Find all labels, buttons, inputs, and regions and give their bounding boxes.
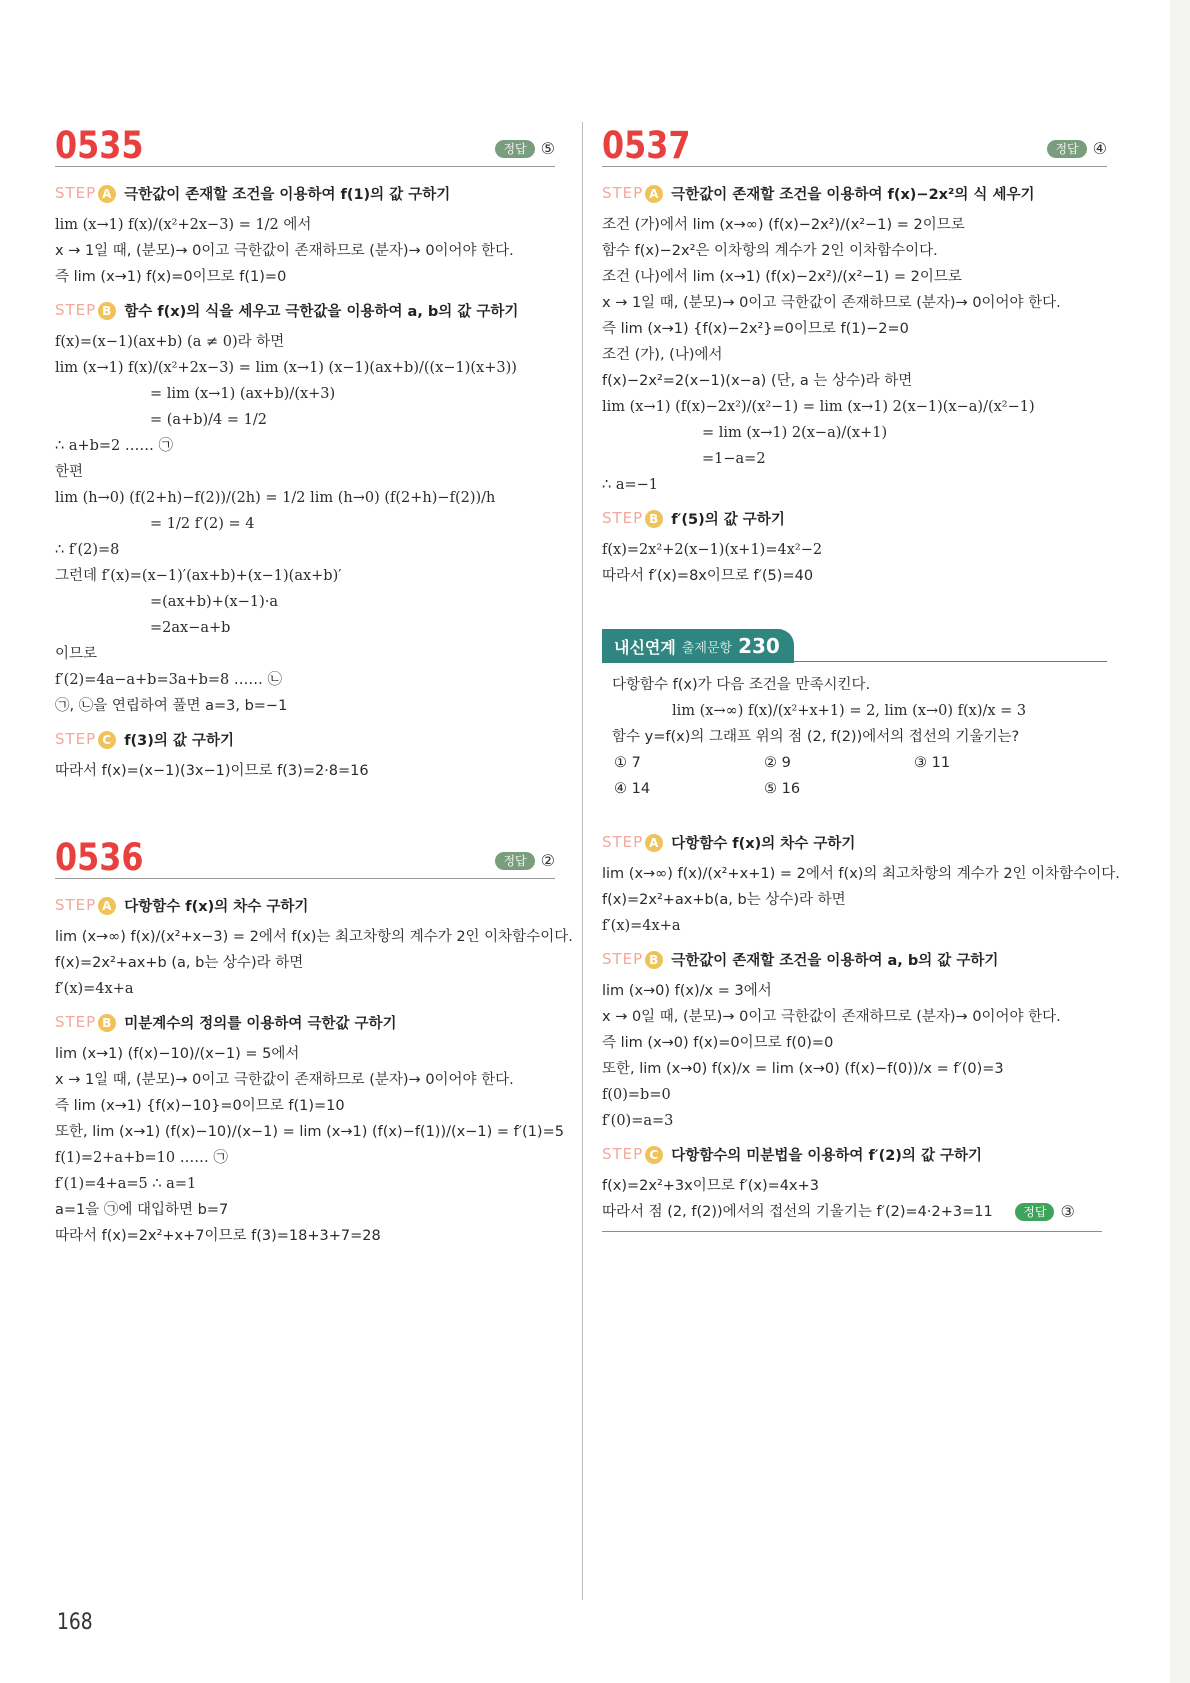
step-b — [55, 1012, 555, 1033]
final-answer — [1015, 1199, 1075, 1225]
naesin-question — [602, 662, 1107, 822]
step-label: STEP B — [602, 950, 663, 969]
question-line: 다항함수 f(x)가 다음 조건을 만족시킨다. — [612, 677, 871, 693]
solution-line: = lim (x→1) (ax+b)/(x+3) — [150, 386, 336, 402]
choice-3[interactable]: ③ 11 — [914, 755, 951, 771]
step-c — [602, 1144, 1107, 1165]
solution-line: lim (x→1) (f(x)−2x²)/(x²−1) = lim (x→1) 2(x−1)(x−a)/(x²−1) — [602, 399, 1035, 415]
answer-badge: 정답 — [495, 140, 534, 158]
question-line: 함수 y=f(x)의 그래프 위의 점 (2, f(2))에서의 접선의 기울기는? — [612, 729, 1020, 745]
step-label: STEP B — [55, 301, 116, 320]
step-label: STEP A — [602, 184, 663, 203]
solution-line: ∴ a+b=2 …… ㉠ — [55, 438, 174, 454]
solution-line: 또한, lim (x→0) f(x)/x = lim (x→0) (f(x)−f(0))/x = f′(0)=3 — [602, 1061, 1004, 1077]
problem-0535 — [55, 118, 555, 784]
solution-line: a=1을 ㉠에 대입하면 b=7 — [55, 1202, 229, 1218]
solution-line: f(x)=2x²+3x이므로 f′(x)=4x+3 — [602, 1178, 819, 1194]
solution-line: f′(2)=4a−a+b=3a+b=8 …… ㉡ — [55, 672, 282, 688]
problem-0536 — [55, 830, 573, 1249]
step-title: 다항함수 f(x)의 차수 구하기 — [124, 899, 309, 915]
answer-badge: 정답 — [1015, 1203, 1054, 1221]
column-divider — [582, 122, 583, 1600]
solution-line: 조건 (나)에서 lim (x→1) (f(x)−2x²)/(x²−1) = 2이므로 — [602, 269, 962, 285]
solution-line: f′(1)=4+a=5 ∴ a=1 — [55, 1176, 197, 1192]
solution-line: x → 1일 때, (분모)→ 0이고 극한값이 존재하므로 (분자)→ 0이어야 한다. — [55, 243, 514, 259]
solution-line: lim (x→0) f(x)/x = 3에서 — [602, 983, 772, 999]
solution-line: lim (h→0) (f(2+h)−f(2))/(2h) = 1/2 lim (h→0) (f(2+h)−f(2))/h — [55, 490, 496, 506]
solution-line: f(0)=b=0 — [602, 1087, 671, 1103]
step-title: f′(5)의 값 구하기 — [671, 512, 785, 528]
naesin-subtitle: 출제문항 — [681, 640, 733, 656]
answer — [1047, 139, 1107, 158]
page-edge — [1170, 0, 1190, 1683]
solution-line: = (a+b)/4 = 1/2 — [150, 412, 267, 428]
step-title: f(3)의 값 구하기 — [124, 733, 235, 749]
naesin-header — [602, 627, 1107, 662]
step-a — [55, 183, 555, 204]
answer-value: ⑤ — [540, 139, 555, 158]
step-letter-icon: B — [645, 951, 663, 969]
step-title: 극한값이 존재할 조건을 이용하여 f(1)의 값 구하기 — [124, 187, 451, 203]
solution-line: 그런데 f′(x)=(x−1)′(ax+b)+(x−1)(ax+b)′ — [55, 568, 342, 584]
step-title: 다항함수의 미분법을 이용하여 f′(2)의 값 구하기 — [671, 1148, 983, 1164]
solution-line: x → 1일 때, (분모)→ 0이고 극한값이 존재하므로 (분자)→ 0이어야 한다. — [55, 1072, 514, 1088]
step-b — [602, 508, 1107, 529]
solution-line: 함수 f(x)−2x²은 이차항의 계수가 2인 이차함수이다. — [602, 243, 938, 259]
problem-header — [55, 118, 555, 167]
solution-line: 따라서 f(x)=2x²+x+7이므로 f(3)=18+3+7=28 — [55, 1228, 381, 1244]
step-letter-icon: A — [645, 834, 663, 852]
solution-line: 한편 — [55, 464, 84, 480]
step-letter-icon: B — [645, 510, 663, 528]
naesin-title: 내신연계 — [614, 637, 676, 657]
solution-line: 조건 (가)에서 lim (x→∞) (f(x)−2x²)/(x²−1) = 2이므로 — [602, 217, 965, 233]
solution-line: ∴ f′(2)=8 — [55, 542, 120, 558]
step-label: STEP A — [602, 833, 663, 852]
solution-line: f(x)=2x²+ax+b(a, b는 상수)라 하면 — [602, 892, 846, 908]
answer-value: ② — [540, 851, 555, 870]
solution-line: f′(x)=4x+a — [602, 918, 681, 934]
solution-line: 즉 lim (x→1) {f(x)−2x²}=0이므로 f(1)−2=0 — [602, 321, 909, 337]
solution-line: = 1/2 f′(2) = 4 — [150, 516, 255, 532]
step-title: 극한값이 존재할 조건을 이용하여 a, b의 값 구하기 — [671, 953, 999, 969]
answer — [495, 139, 555, 158]
step-title: 다항함수 f(x)의 차수 구하기 — [671, 836, 856, 852]
solution-line: f(1)=2+a+b=10 …… ㉠ — [55, 1150, 228, 1166]
question-condition: lim (x→∞) f(x)/(x²+x+1) = 2, lim (x→0) f(x)/x = 3 — [672, 703, 1027, 719]
solution-line: f′(0)=a=3 — [602, 1113, 674, 1129]
solution-line: f(x)=2x²+2(x−1)(x+1)=4x²−2 — [602, 542, 823, 558]
naesin-section — [602, 627, 1120, 1232]
solution-line: =2ax−a+b — [150, 620, 231, 636]
solution-line: 즉 lim (x→1) {f(x)−10}=0이므로 f(1)=10 — [55, 1098, 345, 1114]
step-label: STEP C — [55, 730, 116, 749]
solution-line: x → 1일 때, (분모)→ 0이고 극한값이 존재하므로 (분자)→ 0이어야 한다. — [602, 295, 1061, 311]
problem-number: 0535 — [55, 124, 144, 167]
step-c — [55, 729, 555, 750]
step-title: 극한값이 존재할 조건을 이용하여 f(x)−2x²의 식 세우기 — [671, 187, 1035, 203]
solution-line: f(x)=2x²+ax+b (a, b는 상수)라 하면 — [55, 955, 304, 971]
solution-line: ㉠, ㉡을 연립하여 풀면 a=3, b=−1 — [55, 698, 288, 714]
step-title: 미분계수의 정의를 이용하여 극한값 구하기 — [124, 1016, 397, 1032]
left-column — [55, 118, 573, 1249]
problem-number: 0537 — [602, 124, 691, 167]
solution-line: =(ax+b)+(x−1)·a — [150, 594, 278, 610]
answer-badge: 정답 — [1047, 140, 1086, 158]
step-label: STEP B — [55, 1013, 116, 1032]
solution-line: 따라서 f(x)=(x−1)(3x−1)이므로 f(3)=2·8=16 — [55, 763, 369, 779]
choice-5[interactable]: ⑤ 16 — [764, 781, 801, 797]
step-label: STEP A — [55, 896, 116, 915]
step-letter-icon: B — [98, 302, 116, 320]
step-a — [602, 183, 1107, 204]
solution-line: lim (x→1) f(x)/(x²+2x−3) = lim (x→1) (x−1)(ax+b)/((x−1)(x+3)) — [55, 360, 517, 376]
solution-line: lim (x→1) f(x)/(x²+2x−3) = 1/2 에서 — [55, 217, 312, 233]
solution-line: f(x)−2x²=2(x−1)(x−a) (단, a 는 상수)라 하면 — [602, 373, 913, 389]
step-a — [602, 832, 1107, 853]
step-letter-icon: B — [98, 1014, 116, 1032]
step-label: STEP C — [602, 1145, 663, 1164]
solution-line: 조건 (가), (나)에서 — [602, 347, 723, 363]
solution-line: lim (x→∞) f(x)/(x²+x+1) = 2에서 f(x)의 최고차항의 계수가 2인 이차함수이다. — [602, 866, 1120, 882]
solution-line: ∴ a=−1 — [602, 477, 659, 493]
choice-1[interactable]: ① 7 — [614, 755, 641, 771]
answer-value: ④ — [1092, 139, 1107, 158]
solution-line: 이므로 — [55, 646, 98, 662]
solution-line: 또한, lim (x→1) (f(x)−10)/(x−1) = lim (x→1) (f(x)−f(1))/(x−1) = f′(1)=5 — [55, 1124, 564, 1140]
problem-header — [55, 830, 555, 879]
naesin-number: 230 — [738, 634, 780, 658]
step-label: STEP B — [602, 509, 663, 528]
step-a — [55, 895, 555, 916]
page-number: 168 — [57, 1610, 93, 1635]
choice-2[interactable]: ② 9 — [764, 755, 791, 771]
problem-header — [602, 118, 1107, 167]
problem-number: 0536 — [55, 836, 144, 879]
step-letter-icon: A — [98, 185, 116, 203]
naesin-badge — [602, 629, 794, 663]
solution-line: f(x)=(x−1)(ax+b) (a ≠ 0)라 하면 — [55, 334, 285, 350]
solution-line: 즉 lim (x→1) f(x)=0이므로 f(1)=0 — [55, 269, 287, 285]
step-letter-icon: A — [98, 897, 116, 915]
step-b — [55, 300, 555, 321]
answer-badge: 정답 — [495, 852, 534, 870]
step-letter-icon: A — [645, 185, 663, 203]
step-title: 함수 f(x)의 식을 세우고 극한값을 이용하여 a, b의 값 구하기 — [124, 304, 519, 320]
choice-4[interactable]: ④ 14 — [614, 781, 651, 797]
solution-line: 따라서 f′(x)=8x이므로 f′(5)=40 — [602, 568, 814, 584]
step-label: STEP A — [55, 184, 116, 203]
problem-0537 — [602, 118, 1107, 589]
solution-line: = lim (x→1) 2(x−a)/(x+1) — [702, 425, 888, 441]
solution-line: x → 0일 때, (분모)→ 0이고 극한값이 존재하므로 (분자)→ 0이어야 한다. — [602, 1009, 1061, 1025]
answer — [495, 851, 555, 870]
right-column — [602, 118, 1120, 1232]
solution-line: lim (x→1) (f(x)−10)/(x−1) = 5에서 — [55, 1046, 300, 1062]
solution-line: 즉 lim (x→0) f(x)=0이므로 f(0)=0 — [602, 1035, 834, 1051]
solution-line: f′(x)=4x+a — [55, 981, 134, 997]
choices — [612, 750, 1097, 802]
step-letter-icon: C — [98, 731, 116, 749]
answer-value: ③ — [1060, 1202, 1075, 1221]
step-letter-icon: C — [645, 1146, 663, 1164]
section-end-rule — [602, 1231, 1102, 1232]
solution-line: 따라서 점 (2, f(2))에서의 접선의 기울기는 f′(2)=4·2+3=11 정답 ③ — [602, 1199, 1107, 1225]
solution-line: lim (x→∞) f(x)/(x²+x−3) = 2에서 f(x)는 최고차항의 계수가 2인 이차함수이다. — [55, 929, 573, 945]
step-b — [602, 949, 1107, 970]
solution-line: =1−a=2 — [702, 451, 766, 467]
